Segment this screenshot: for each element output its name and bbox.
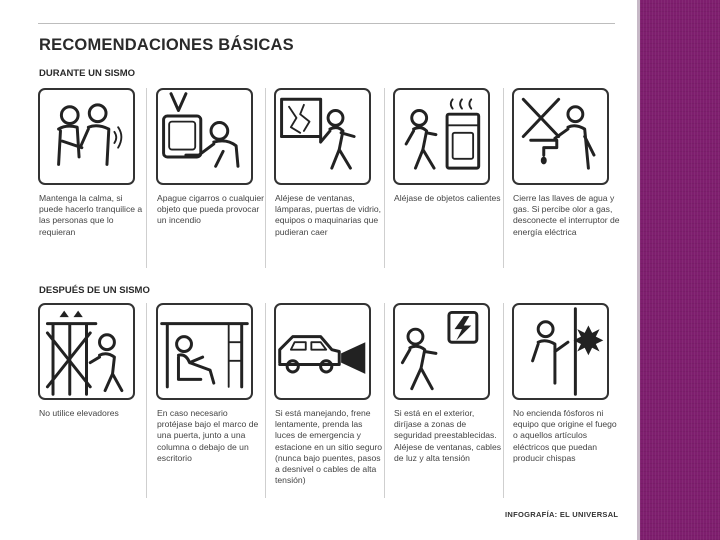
column-divider <box>503 303 504 498</box>
gas-valve-icon <box>512 88 609 185</box>
car-headlights-icon <box>274 303 371 400</box>
caption-during-2: Apague cigarros o cualquier objeto que pueda provocar un incendio <box>157 193 265 226</box>
no-elevator-icon <box>38 303 135 400</box>
section-heading-during: DURANTE UN SISMO <box>39 68 136 79</box>
high-voltage-icon <box>393 303 490 400</box>
hot-stove-icon <box>393 88 490 185</box>
column-divider <box>146 88 147 268</box>
no-smoking-icon <box>156 88 253 185</box>
caption-after-4: Si está en el exterior, diríjase a zonas de seguridad preestablecidas. Aléjese de ventanas, cables de luz y alta tensión <box>394 408 502 463</box>
column-divider <box>503 88 504 268</box>
caption-after-5: No encienda fósforos ni equipo que origine el fuego o aquellos artículos eléctricos que puedan producir chispas <box>513 408 617 463</box>
caption-after-2: En caso necesario protéjase bajo el marco de una puerta, junto a una columna o debajo de un escritorio <box>157 408 259 463</box>
credit-line: INFOGRAFÍA: EL UNIVERSAL <box>505 510 619 519</box>
under-desk-icon <box>156 303 253 400</box>
caption-after-1: No utilice elevadores <box>39 408 119 418</box>
caption-during-4: Aléjase de objetos calientes <box>394 193 501 203</box>
no-match-icon <box>512 303 609 400</box>
top-divider <box>38 23 615 24</box>
section-heading-after: DESPUÉS DE UN SISMO <box>39 285 150 296</box>
caption-during-3: Aléjese de ventanas, lámparas, puertas de vidrio, equipos o maquinarias que pudieran caer <box>275 193 382 237</box>
column-divider <box>146 303 147 498</box>
caption-during-1: Mantenga la calma, si puede hacerlo tranquilice a las personas que lo requieran <box>39 193 143 237</box>
column-divider <box>265 303 266 498</box>
page-title: RECOMENDACIONES BÁSICAS <box>39 36 294 54</box>
caption-after-3: Si está manejando, frene lentamente, prenda las luces de emergencia y estacione en un sitio seguro (nunca bajo puentes, pasos a desnivel o cables de alta tensión) <box>275 408 383 486</box>
column-divider <box>265 88 266 268</box>
calm-people-icon <box>38 88 135 185</box>
column-divider <box>384 88 385 268</box>
column-divider <box>384 303 385 498</box>
decorative-sidebar <box>640 0 720 540</box>
caption-during-5: Cierre las llaves de agua y gas. Si percibe olor a gas, desconecte el interruptor de energía eléctrica <box>513 193 620 237</box>
broken-window-icon <box>274 88 371 185</box>
